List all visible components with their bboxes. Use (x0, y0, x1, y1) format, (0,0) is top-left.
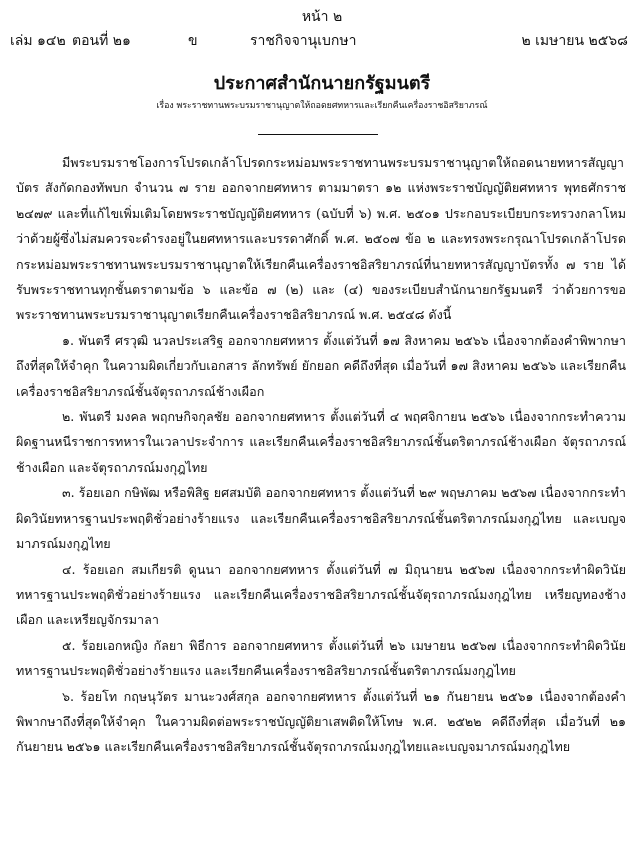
title-divider (258, 134, 378, 135)
announcement-body (16, 150, 626, 760)
list-item: ๒. พันตรี มงคล พฤกษกิจกุลชัย ออกจากยศทหาร ตั้งแต่วันที่ ๔ พฤศจิกายน ๒๕๖๖ เนื่องจากกระทำความผิดฐานหนีราชการทหารในเวลาประจำการ และเรียกคืนเครื่องราชอิสริยาภรณ์ชั้นตริตาภรณ์ช้างเผือก จัตุรถาภรณ์ช้างเผือก และจัตุรถาภรณ์มงกุฎไทย (16, 409, 626, 475)
volume-label: เล่ม ๑๔๒ (10, 33, 66, 49)
gazette-name: ราชกิจจานุเบกษา (250, 33, 357, 49)
preamble-paragraph: มีพระบรมราชโองการโปรดเกล้าโปรดกระหม่อมพระราชทานพระบรมราชานุญาตให้ถอดนายทหารสัญญาบัตร สังกัดกองทัพบก จำนวน ๗ ราย ออกจากยศทหาร ตามมาตรา ๑๒ แห่งพระราชบัญญัติยศทหาร พุทธศักราช ๒๔๗๙ และที่แก้ไขเพิ่มเติมโดยพระราชบัญญัติยศทหาร (ฉบับที่ ๖) พ.ศ. ๒๕๐๑ ประกอบระเบียบกระทรวงกลาโหมว่าด้วยผู้ซึ่งไม่สมควรจะดำรงอยู่ในยศทหารและบรรดาศักดิ์ พ.ศ. ๒๕๐๗ ข้อ ๒ และทรงพระกรุณาโปรดเกล้าโปรดกระหม่อมพระราชทานพระบรมราชานุญาตให้เรียกคืนเครื่องราชอิสริยาภรณ์ที่นายทหารสัญญาบัตรทั้ง ๗ ราย ได้รับพระราชทานทุกชั้นตราตามข้อ ๖ และข้อ ๗ (๒) และ (๔) ของระเบียบสำนักนายกรัฐมนตรี ว่าด้วยการขอพระราชทานพระบรมราชานุญาตเรียกคืนเครื่องราชอิสริยาภรณ์ พ.ศ. ๒๕๔๘ ดังนี้ (16, 155, 626, 323)
list-item: ๓. ร้อยเอก กษิพัฒ หรือพิสิฐ ยศสมบัติ ออกจากยศทหาร ตั้งแต่วันที่ ๒๙ พฤษภาคม ๒๕๖๗ เนื่องจากกระทำผิดวินัยทหารฐานประพฤติชั่วอย่างร้ายแรง และเรียกคืนเครื่องราชอิสริยาภรณ์ชั้นตริตาภรณ์มงกุฎไทย และเบญจมาภรณ์มงกุฎไทย (16, 485, 626, 552)
issue-label: ตอนที่ ๒๑ (72, 33, 131, 49)
list-item: ๑. พันตรี ศรวุฒิ นวลประเสริฐ ออกจากยศทหาร ตั้งแต่วันที่ ๑๗ สิงหาคม ๒๕๖๖ เนื่องจากต้องคำพิพากษาถึงที่สุดให้จำคุก ในความผิดเกี่ยวกับเอกสาร ลักทรัพย์ ยักยอก คดีถึงที่สุด เมื่อวันที่ ๑๗ สิงหาคม ๒๕๖๖ และเรียกคืนเครื่องราชอิสริยาภรณ์ชั้นจัตุรถาภรณ์ช้างเผือก (16, 332, 626, 399)
gazette-header (10, 30, 628, 50)
list-item: ๖. ร้อยโท กฤษนุวัตร มานะวงศ์สกุล ออกจากยศทหาร ตั้งแต่วันที่ ๒๑ กันยายน ๒๕๖๑ เนื่องจากต้องคำพิพากษาถึงที่สุดให้จำคุก ในความผิดต่อพระราชบัญญัติยาเสพติดให้โทษ พ.ศ. ๒๕๒๒ คดีถึงที่สุด เมื่อวันที่ ๒๑ กันยายน ๒๕๖๑ และเรียกคืนเครื่องราชอิสริยาภรณ์ชั้นจัตุรถาภรณ์มงกุฎไทยและเบญจมาภรณ์มงกุฎไทย (16, 688, 626, 755)
announcement-title: ประกาศสำนักนายกรัฐมนตรี (213, 73, 431, 94)
list-item: ๕. ร้อยเอกหญิง กัลยา พิธีการ ออกจากยศทหาร ตั้งแต่วันที่ ๒๖ เมษายน ๒๕๖๗ เนื่องจากกระทำผิดวินัยทหารฐานประพฤติชั่วอย่างร้ายแรง และเรียกคืนเครื่องราชอิสริยาภรณ์ชั้นตริตาภรณ์มงกุฎไทย (16, 637, 626, 679)
announcement-subject: เรื่อง พระราชทานพระบรมราชานุญาตให้ถอดยศทหารและเรียกคืนเครื่องราชอิสริยาภรณ์ (156, 101, 488, 111)
publication-date: ๒ เมษายน ๒๕๖๘ (521, 33, 628, 49)
page-number: หน้า ๒ (301, 9, 343, 25)
section-label: ข (188, 33, 198, 49)
list-item: ๔. ร้อยเอก สมเกียรติ ดูนนา ออกจากยศทหาร ตั้งแต่วันที่ ๗ มิถุนายน ๒๕๖๗ เนื่องจากกระทำผิดวินัยทหารฐานประพฤติชั่วอย่างร้ายแรง และเรียกคืนเครื่องราชอิสริยาภรณ์ชั้นจัตุรถาภรณ์มงกุฎไทย เหรียญทองช้างเผือก และเหรียญจักรมาลา (16, 561, 626, 628)
